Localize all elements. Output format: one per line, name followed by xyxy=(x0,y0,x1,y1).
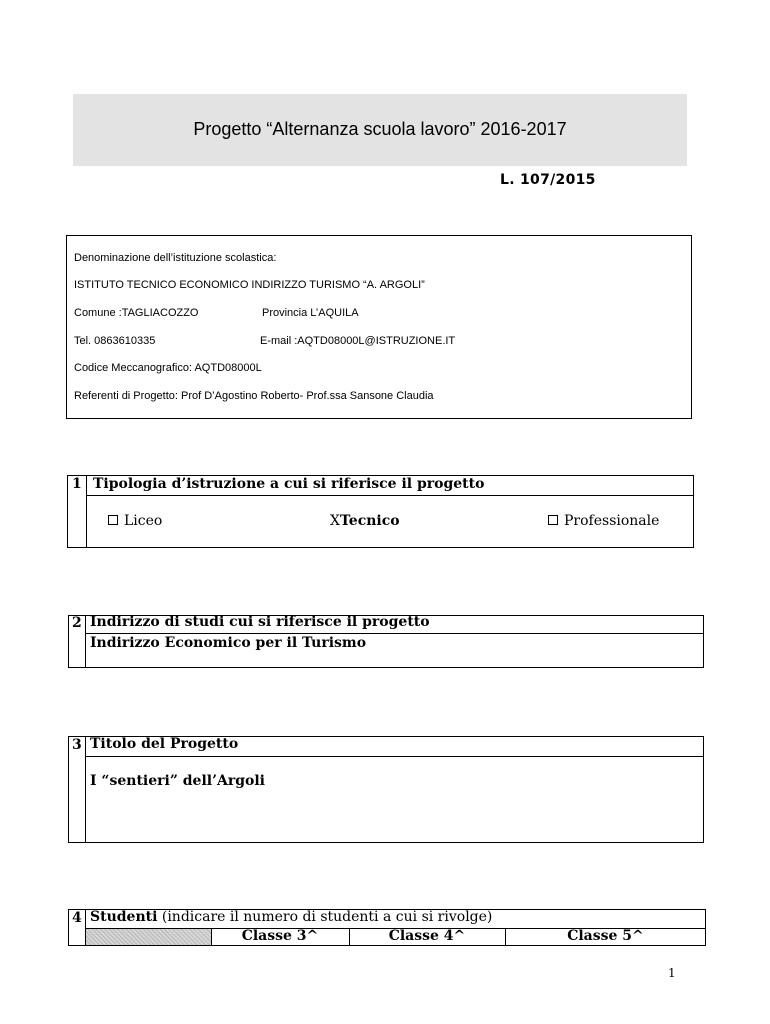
section-4-number: 4 xyxy=(72,910,82,926)
comune: Comune :TAGLIACOZZO xyxy=(74,307,199,319)
provincia: Provincia L’AQUILA xyxy=(262,307,359,319)
shaded-cell xyxy=(86,929,211,945)
institution-info-box xyxy=(66,235,692,419)
document-title: Progetto “Alternanza scuola lavoro” 2016-2017 xyxy=(193,119,567,139)
section-2-title: Indirizzo di studi cui si riferisce il progetto xyxy=(90,614,430,630)
option-tecnico-label: Tecnico xyxy=(339,513,400,529)
section-2-value: Indirizzo Economico per il Turismo xyxy=(90,635,367,651)
option-tecnico[interactable] xyxy=(330,513,400,529)
section-4-note: (indicare il numero di studenti a cui si rivolge) xyxy=(157,909,493,925)
denomination-label: Denominazione dell’istituzione scolastica: xyxy=(74,252,277,264)
checkbox-icon xyxy=(108,515,118,525)
option-liceo-label: Liceo xyxy=(124,513,163,529)
column-classe-5: Classe 5^ xyxy=(567,928,644,944)
section-1-number: 1 xyxy=(72,476,82,492)
section-4-title: Studenti xyxy=(90,909,158,925)
section-4-header xyxy=(90,909,492,925)
section-3-value: I “sentieri” dell’Argoli xyxy=(90,773,265,789)
checkbox-icon xyxy=(548,515,558,525)
section-3-number: 3 xyxy=(72,737,82,753)
referenti: Referenti di Progetto: Prof D’Agostino Roberto- Prof.ssa Sansone Claudia xyxy=(74,390,434,402)
section-1-title: Tipologia d’istruzione a cui si riferisce il progetto xyxy=(93,476,485,492)
codice-meccanografico: Codice Meccanografico: AQTD08000L xyxy=(74,362,262,374)
law-reference: L. 107/2015 xyxy=(500,172,596,188)
email: E-mail :AQTD08000L@ISTRUZIONE.IT xyxy=(260,335,456,347)
option-professionale[interactable] xyxy=(548,513,659,529)
section-2-number: 2 xyxy=(72,615,82,631)
option-liceo[interactable] xyxy=(108,513,162,529)
telephone: Tel. 0863610335 xyxy=(74,335,156,347)
checked-mark: X xyxy=(330,513,340,529)
page-number: 1 xyxy=(668,966,676,980)
school-name: ISTITUTO TECNICO ECONOMICO INDIRIZZO TURISMO “A. ARGOLI” xyxy=(74,279,425,291)
column-classe-4: Classe 4^ xyxy=(388,928,466,944)
option-professionale-label: Professionale xyxy=(564,513,660,529)
section-3-title: Titolo del Progetto xyxy=(90,736,239,752)
column-classe-3: Classe 3^ xyxy=(241,928,319,944)
